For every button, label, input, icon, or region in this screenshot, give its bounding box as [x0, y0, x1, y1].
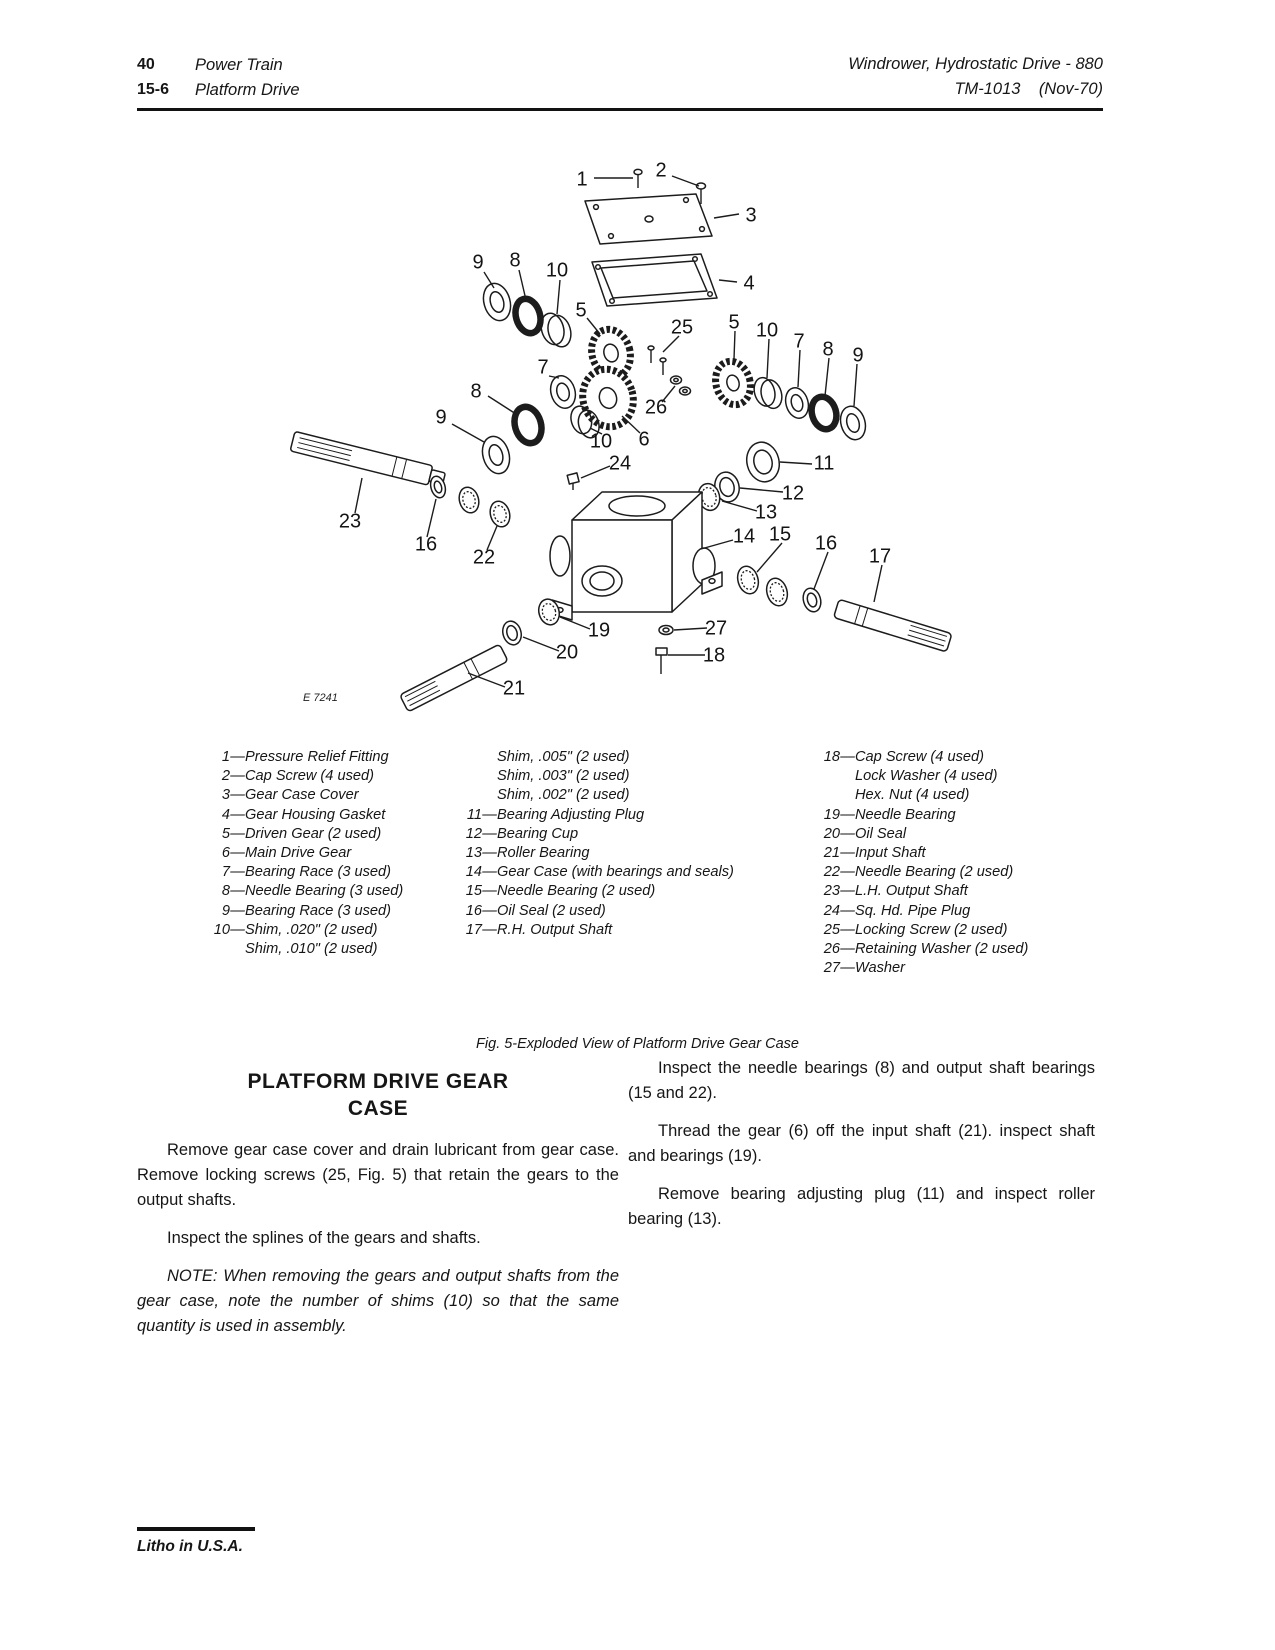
legend-item: 3 — Gear Case Cover: [221, 787, 359, 804]
callout-20: 20: [555, 641, 579, 664]
callout-18: 18: [702, 644, 726, 667]
needle-bearing: [735, 564, 762, 596]
bearing-race: [547, 373, 579, 411]
bearing-race: [479, 280, 514, 324]
legend-item: 24 — Sq. Hd. Pipe Plug: [823, 902, 971, 919]
callout-17: 17: [868, 545, 892, 568]
callout-9: 9: [435, 406, 447, 429]
pipe-plug: [567, 473, 579, 490]
legend-item: 4 — Gear Housing Gasket: [221, 806, 386, 823]
article-heading-line2: CASE: [347, 1097, 409, 1120]
legend-item: 16 — Oil Seal (2 used): [465, 902, 606, 919]
legend-item: 22 — Needle Bearing (2 used): [823, 864, 1014, 881]
main-drive-gear: [576, 363, 640, 433]
locking-screws: [648, 346, 666, 375]
driven-gear-right: [711, 357, 756, 409]
gear-case-cover: [585, 194, 712, 244]
callout-24: 24: [608, 452, 632, 475]
legend-item: 13 — Roller Bearing: [465, 845, 590, 862]
legend-item: 25 — Locking Screw (2 used): [823, 921, 1008, 938]
callout-5: 5: [728, 311, 740, 334]
oil-seal: [500, 619, 524, 647]
bearing-adjusting-plug: [743, 439, 784, 486]
legend-item: 20 — Oil Seal: [823, 825, 907, 842]
exploded-view-figure: [0, 140, 1275, 760]
legend-item: Shim, .005" (2 used): [497, 749, 630, 765]
legend-item: 27 — Washer: [823, 960, 906, 977]
legend-item: 11 — Bearing Adjusting Plug: [466, 806, 645, 823]
callout-21: 21: [502, 677, 526, 700]
section-title: Platform Drive: [195, 81, 300, 99]
paragraph: Remove gear case cover and drain lubricant from gear case. Remove locking screws (25, Fig. 5) that retain the gears to the output shafts.: [137, 1141, 619, 1209]
legend-item: 6 — Main Drive Gear: [221, 845, 352, 862]
legend-item: 26 — Retaining Washer (2 used): [823, 941, 1029, 958]
legend-item: 17 — R.H. Output Shaft: [465, 921, 613, 938]
callout-8: 8: [509, 249, 521, 272]
chapter-title: Power Train: [195, 56, 283, 74]
callout-2: 2: [655, 159, 667, 182]
needle-bearing: [512, 296, 545, 336]
callout-10: 10: [545, 259, 569, 282]
callout-10: 10: [589, 430, 613, 453]
oil-seal: [801, 586, 824, 614]
callout-12: 12: [781, 482, 805, 505]
callout-22: 22: [472, 546, 496, 569]
article-left-column: [137, 1068, 619, 1352]
rh-output-shaft: [834, 599, 952, 652]
callout-10: 10: [755, 319, 779, 342]
paragraph: Remove bearing adjusting plug (11) and inspect roller bearing (13).: [628, 1185, 1095, 1228]
lh-output-shaft: [290, 431, 446, 488]
bearing-race: [478, 433, 513, 477]
washer: [659, 626, 673, 635]
footer-rule: [137, 1527, 255, 1531]
input-shaft: [400, 644, 508, 712]
callout-25: 25: [670, 316, 694, 339]
legend-item: 15 — Needle Bearing (2 used): [465, 883, 656, 900]
legend-item: 14 — Gear Case (with bearings and seals): [465, 864, 734, 881]
figure-code: E 7241: [303, 692, 338, 704]
exploded-diagram: [0, 140, 1275, 760]
needle-bearing: [456, 485, 481, 515]
callout-11: 11: [813, 452, 835, 475]
callout-16: 16: [814, 532, 838, 555]
header-rule: [137, 108, 1103, 111]
callout-7: 7: [793, 330, 805, 353]
callout-26: 26: [644, 396, 668, 419]
tm-number: TM-1013: [954, 80, 1021, 98]
article-right-column: [628, 1056, 1095, 1245]
cap-screw-bottom: [656, 648, 667, 674]
callout-8: 8: [470, 380, 482, 403]
callout-1: 1: [576, 168, 588, 191]
note-paragraph: NOTE: When removing the gears and output shafts from the gear case, note the number of shims (10) so that the same quantity is used in assembly.: [137, 1267, 619, 1335]
gear-case: [550, 492, 722, 620]
figure-caption: Fig. 5-Exploded View of Platform Drive Gear Case: [476, 1036, 799, 1052]
legend-item: Lock Washer (4 used): [855, 768, 998, 785]
callout-9: 9: [472, 251, 484, 274]
legend-item: 5 — Driven Gear (2 used): [221, 825, 382, 842]
legend-item: 2 — Cap Screw (4 used): [221, 768, 374, 785]
paragraph: Inspect the needle bearings (8) and output shaft bearings (15 and 22).: [628, 1059, 1095, 1102]
callout-23: 23: [338, 510, 362, 533]
callout-19: 19: [587, 619, 611, 642]
callout-8: 8: [822, 338, 834, 361]
section-number: 15-6: [137, 81, 170, 98]
retaining-washers: [671, 376, 691, 395]
legend-item: Shim, .010" (2 used): [245, 941, 378, 958]
callout-15: 15: [768, 523, 792, 546]
bearing-race: [782, 385, 812, 421]
legend-item: 7 — Bearing Race (3 used): [221, 864, 392, 881]
needle-bearing: [808, 394, 840, 432]
needle-bearing: [510, 404, 545, 447]
footer-imprint: Litho in U.S.A.: [137, 1538, 243, 1555]
bearing-race: [837, 403, 869, 442]
page-header: [137, 52, 1103, 102]
callout-16: 16: [414, 533, 438, 556]
paragraph: Thread the gear (6) off the input shaft (21). inspect shaft and bearings (19).: [628, 1122, 1095, 1165]
tm-date: (Nov-70): [1038, 80, 1103, 98]
callout-7: 7: [537, 356, 549, 379]
legend-item: 9 — Bearing Race (3 used): [221, 902, 392, 919]
legend-item: 1 — Pressure Relief Fitting: [221, 749, 389, 765]
legend-item: Shim, .003" (2 used): [497, 768, 630, 785]
paragraph: Inspect the splines of the gears and shafts.: [167, 1229, 481, 1247]
legend-item: 8 — Needle Bearing (3 used): [221, 883, 404, 900]
parts-legend-col1: [200, 748, 403, 959]
callout-5: 5: [575, 299, 587, 322]
legend-item: Hex. Nut (4 used): [855, 787, 970, 804]
callout-6: 6: [638, 428, 650, 451]
callout-14: 14: [732, 525, 756, 548]
legend-item: 12 — Bearing Cup: [465, 825, 579, 842]
shims: [751, 374, 785, 413]
needle-bearing: [764, 576, 791, 608]
callout-3: 3: [745, 204, 757, 227]
article-heading-line1: PLATFORM DRIVE GEAR: [247, 1070, 509, 1093]
callout-27: 27: [704, 617, 728, 640]
callout-9: 9: [852, 344, 864, 367]
page-number: 40: [137, 56, 155, 73]
legend-item: Shim, .002" (2 used): [497, 787, 630, 804]
gear-housing-gasket: [592, 254, 717, 306]
legend-item: 18 — Cap Screw (4 used): [823, 749, 984, 765]
needle-bearing: [487, 499, 512, 529]
parts-legend-col3: [810, 748, 1028, 978]
publication-title: Windrower, Hydrostatic Drive - 880: [848, 55, 1103, 73]
callout-13: 13: [754, 501, 778, 524]
legend-item: 19 — Needle Bearing: [823, 806, 956, 823]
legend-item: 23 — L.H. Output Shaft: [823, 883, 968, 900]
legend-item: 10 — Shim, .020" (2 used): [213, 921, 378, 938]
parts-legend-col2: [452, 748, 734, 940]
callout-4: 4: [743, 272, 755, 295]
legend-item: 21 — Input Shaft: [823, 845, 926, 862]
